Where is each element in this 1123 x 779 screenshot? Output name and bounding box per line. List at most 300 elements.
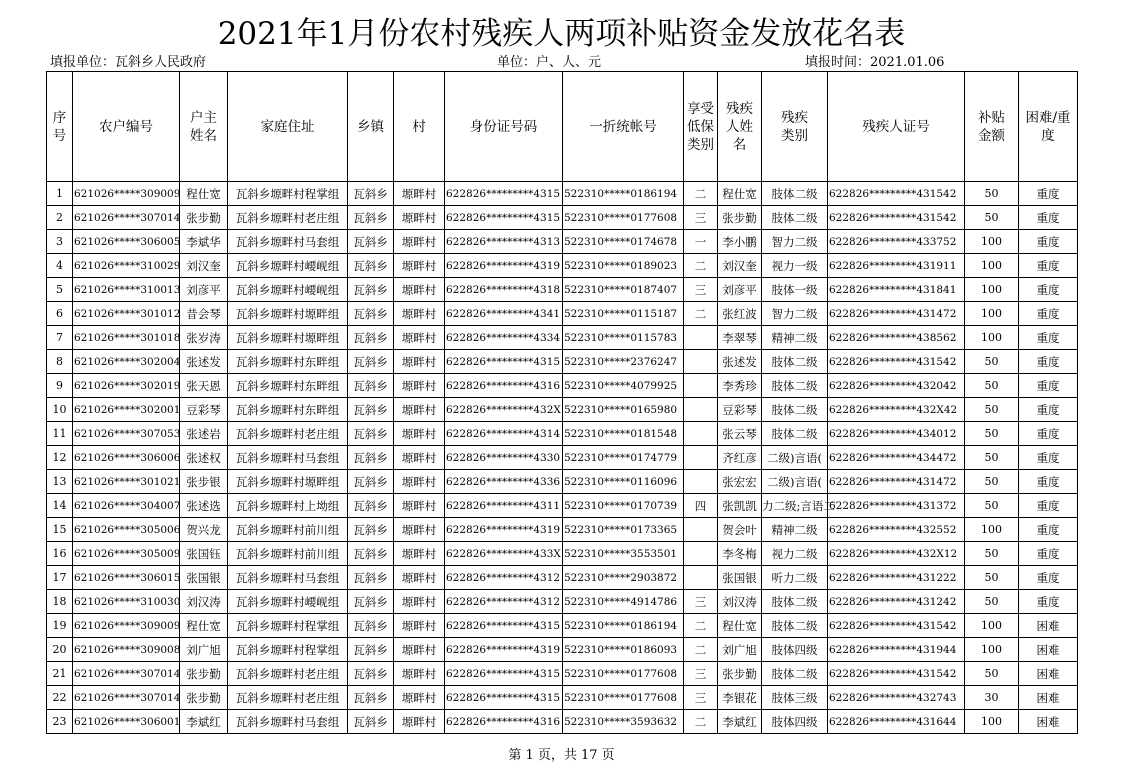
cell-difficulty-severity: 重度	[1019, 422, 1078, 446]
cell-household-id: 621026*****306001	[73, 710, 180, 734]
cell-township: 瓦斜乡	[348, 182, 394, 206]
cell-head-name: 张述发	[180, 350, 228, 374]
cell-id-number: 622826*********4313	[445, 230, 563, 254]
cell-id-number: 622826*********4336	[445, 470, 563, 494]
cell-account-number: 522310*****0174779	[563, 446, 684, 470]
table-row	[47, 350, 1078, 374]
table-row	[47, 326, 1078, 350]
cell-index: 18	[47, 590, 73, 614]
cell-account-number: 522310*****3553501	[563, 542, 684, 566]
cell-dibao-type: 二	[684, 638, 718, 662]
cell-disability-cert: 622826*********432X42	[828, 398, 965, 422]
cell-subsidy-amount: 100	[965, 326, 1019, 350]
cell-household-id: 621026*****301018	[73, 326, 180, 350]
table-row	[47, 494, 1078, 518]
cell-disabled-name: 张凯凯	[718, 494, 762, 518]
cell-subsidy-amount: 50	[965, 590, 1019, 614]
cell-disability-type: 肢体二级	[762, 422, 828, 446]
cell-disability-cert: 622826*********431472	[828, 470, 965, 494]
cell-household-id: 621026*****307014	[73, 686, 180, 710]
cell-subsidy-amount: 50	[965, 566, 1019, 590]
cell-township: 瓦斜乡	[348, 254, 394, 278]
cell-account-number: 522310*****4914786	[563, 590, 684, 614]
table-row	[47, 638, 1078, 662]
cell-difficulty-severity: 重度	[1019, 278, 1078, 302]
cell-difficulty-severity: 重度	[1019, 302, 1078, 326]
cell-head-name: 张步勤	[180, 206, 228, 230]
cell-township: 瓦斜乡	[348, 710, 394, 734]
cell-disabled-name: 张宏宏	[718, 470, 762, 494]
cell-difficulty-severity: 困难	[1019, 710, 1078, 734]
cell-account-number: 522310*****2376247	[563, 350, 684, 374]
cell-disability-cert: 622826*********431841	[828, 278, 965, 302]
cell-address: 瓦斜乡塬畔村崾岘组	[228, 278, 348, 302]
cell-head-name: 张步银	[180, 470, 228, 494]
cell-township: 瓦斜乡	[348, 446, 394, 470]
cell-township: 瓦斜乡	[348, 350, 394, 374]
cell-disability-type: 肢体四级	[762, 638, 828, 662]
table-row	[47, 542, 1078, 566]
cell-difficulty-severity: 重度	[1019, 590, 1078, 614]
cell-id-number: 622826*********4315	[445, 614, 563, 638]
cell-disability-type: 肢体二级	[762, 350, 828, 374]
cell-disability-type: 肢体二级	[762, 398, 828, 422]
cell-subsidy-amount: 50	[965, 494, 1019, 518]
cell-address: 瓦斜乡塬畔村马套组	[228, 446, 348, 470]
cell-dibao-type	[684, 350, 718, 374]
cell-address: 瓦斜乡塬畔村前川组	[228, 518, 348, 542]
cell-township: 瓦斜乡	[348, 590, 394, 614]
cell-village: 塬畔村	[394, 206, 445, 230]
cell-village: 塬畔村	[394, 254, 445, 278]
cell-disability-type: 肢体二级	[762, 206, 828, 230]
cell-subsidy-amount: 50	[965, 470, 1019, 494]
cell-index: 6	[47, 302, 73, 326]
cell-disabled-name: 程仕宽	[718, 614, 762, 638]
cell-household-id: 621026*****309008	[73, 638, 180, 662]
cell-township: 瓦斜乡	[348, 206, 394, 230]
cell-household-id: 621026*****306006	[73, 446, 180, 470]
cell-disability-cert: 622826*********431372	[828, 494, 965, 518]
cell-index: 11	[47, 422, 73, 446]
cell-disability-type: 精神二级	[762, 518, 828, 542]
cell-index: 3	[47, 230, 73, 254]
cell-difficulty-severity: 重度	[1019, 566, 1078, 590]
cell-township: 瓦斜乡	[348, 662, 394, 686]
cell-township: 瓦斜乡	[348, 326, 394, 350]
cell-head-name: 张步勤	[180, 662, 228, 686]
document-title: 2021年1月份农村残疾人两项补贴资金发放花名表	[217, 16, 906, 52]
col-header-address: 家庭住址	[228, 72, 348, 182]
cell-head-name: 张述选	[180, 494, 228, 518]
cell-address: 瓦斜乡塬畔村前川组	[228, 542, 348, 566]
cell-dibao-type: 二	[684, 254, 718, 278]
table-row	[47, 422, 1078, 446]
cell-address: 瓦斜乡塬畔村塬畔组	[228, 326, 348, 350]
cell-dibao-type: 四	[684, 494, 718, 518]
cell-head-name: 李斌华	[180, 230, 228, 254]
cell-village: 塬畔村	[394, 350, 445, 374]
cell-disability-type: 智力二级	[762, 230, 828, 254]
cell-subsidy-amount: 50	[965, 206, 1019, 230]
cell-head-name: 张述岩	[180, 422, 228, 446]
cell-account-number: 522310*****0186194	[563, 182, 684, 206]
table-row	[47, 182, 1078, 206]
cell-subsidy-amount: 100	[965, 302, 1019, 326]
cell-township: 瓦斜乡	[348, 278, 394, 302]
cell-address: 瓦斜乡塬畔村东畔组	[228, 374, 348, 398]
cell-household-id: 621026*****307014	[73, 662, 180, 686]
cell-index: 4	[47, 254, 73, 278]
cell-disability-cert: 622826*********431472	[828, 302, 965, 326]
cell-disability-cert: 622826*********431242	[828, 590, 965, 614]
cell-address: 瓦斜乡塬畔村老庄组	[228, 686, 348, 710]
cell-village: 塬畔村	[394, 374, 445, 398]
cell-township: 瓦斜乡	[348, 302, 394, 326]
cell-dibao-type: 一	[684, 230, 718, 254]
cell-id-number: 622826*********4315	[445, 662, 563, 686]
cell-index: 21	[47, 662, 73, 686]
cell-village: 塬畔村	[394, 686, 445, 710]
cell-household-id: 621026*****310029	[73, 254, 180, 278]
cell-difficulty-severity: 重度	[1019, 326, 1078, 350]
col-header-disabled-name: 残疾人姓名	[718, 72, 762, 182]
cell-disability-type: 视力一级	[762, 254, 828, 278]
cell-disabled-name: 齐红彦	[718, 446, 762, 470]
cell-township: 瓦斜乡	[348, 518, 394, 542]
cell-account-number: 522310*****0186194	[563, 614, 684, 638]
cell-village: 塬畔村	[394, 470, 445, 494]
cell-account-number: 522310*****0115783	[563, 326, 684, 350]
cell-township: 瓦斜乡	[348, 374, 394, 398]
table-row	[47, 446, 1078, 470]
cell-account-number: 522310*****0177608	[563, 206, 684, 230]
cell-dibao-type	[684, 542, 718, 566]
cell-index: 1	[47, 182, 73, 206]
cell-disability-type: 肢体二级	[762, 614, 828, 638]
table-header-row	[47, 72, 1078, 182]
cell-subsidy-amount: 100	[965, 614, 1019, 638]
cell-dibao-type: 三	[684, 278, 718, 302]
cell-difficulty-severity: 重度	[1019, 206, 1078, 230]
cell-id-number: 622826*********4319	[445, 518, 563, 542]
cell-township: 瓦斜乡	[348, 230, 394, 254]
cell-household-id: 621026*****306005	[73, 230, 180, 254]
cell-dibao-type: 二	[684, 302, 718, 326]
cell-address: 瓦斜乡塬畔村马套组	[228, 710, 348, 734]
cell-difficulty-severity: 重度	[1019, 374, 1078, 398]
cell-disability-cert: 622826*********431944	[828, 638, 965, 662]
cell-dibao-type: 三	[684, 686, 718, 710]
cell-id-number: 622826*********4319	[445, 638, 563, 662]
cell-township: 瓦斜乡	[348, 494, 394, 518]
cell-index: 15	[47, 518, 73, 542]
cell-subsidy-amount: 100	[965, 638, 1019, 662]
cell-disability-cert: 622826*********431542	[828, 662, 965, 686]
cell-address: 瓦斜乡塬畔村上坳组	[228, 494, 348, 518]
cell-disabled-name: 张步勤	[718, 206, 762, 230]
cell-account-number: 522310*****0173365	[563, 518, 684, 542]
cell-subsidy-amount: 100	[965, 278, 1019, 302]
cell-disabled-name: 刘汉涛	[718, 590, 762, 614]
cell-address: 瓦斜乡塬畔村程掌组	[228, 638, 348, 662]
cell-household-id: 621026*****302004	[73, 350, 180, 374]
cell-subsidy-amount: 50	[965, 446, 1019, 470]
cell-address: 瓦斜乡塬畔村老庄组	[228, 422, 348, 446]
cell-index: 12	[47, 446, 73, 470]
cell-id-number: 622826*********4316	[445, 374, 563, 398]
cell-disabled-name: 张红波	[718, 302, 762, 326]
table-row	[47, 206, 1078, 230]
cell-village: 塬畔村	[394, 710, 445, 734]
cell-address: 瓦斜乡塬畔村崾岘组	[228, 590, 348, 614]
cell-disability-cert: 622826*********434472	[828, 446, 965, 470]
cell-disabled-name: 李小鹏	[718, 230, 762, 254]
cell-disability-cert: 622826*********431542	[828, 206, 965, 230]
table-row	[47, 614, 1078, 638]
cell-subsidy-amount: 100	[965, 518, 1019, 542]
table-row	[47, 710, 1078, 734]
cell-dibao-type	[684, 398, 718, 422]
cell-id-number: 622826*********432X	[445, 398, 563, 422]
col-header-village: 村	[394, 72, 445, 182]
cell-household-id: 621026*****305009	[73, 542, 180, 566]
cell-id-number: 622826*********4334	[445, 326, 563, 350]
cell-subsidy-amount: 50	[965, 350, 1019, 374]
cell-disabled-name: 李斌红	[718, 710, 762, 734]
cell-subsidy-amount: 100	[965, 230, 1019, 254]
report-date: 填报时间：2021.01.06	[805, 55, 945, 70]
cell-id-number: 622826*********4341	[445, 302, 563, 326]
cell-disabled-name: 张述发	[718, 350, 762, 374]
col-header-index: 序号	[47, 72, 73, 182]
cell-account-number: 522310*****0174678	[563, 230, 684, 254]
cell-head-name: 刘广旭	[180, 638, 228, 662]
cell-difficulty-severity: 重度	[1019, 446, 1078, 470]
cell-head-name: 张步勤	[180, 686, 228, 710]
cell-household-id: 621026*****310013	[73, 278, 180, 302]
cell-difficulty-severity: 重度	[1019, 350, 1078, 374]
cell-household-id: 621026*****302001	[73, 398, 180, 422]
cell-village: 塬畔村	[394, 278, 445, 302]
cell-head-name: 昔会琴	[180, 302, 228, 326]
cell-disability-type: 肢体二级	[762, 374, 828, 398]
cell-index: 5	[47, 278, 73, 302]
cell-household-id: 621026*****301021	[73, 470, 180, 494]
cell-household-id: 621026*****305006	[73, 518, 180, 542]
cell-disability-cert: 622826*********431911	[828, 254, 965, 278]
cell-disability-cert: 622826*********432042	[828, 374, 965, 398]
cell-address: 瓦斜乡塬畔村东畔组	[228, 350, 348, 374]
table-row	[47, 686, 1078, 710]
cell-id-number: 622826*********4311	[445, 494, 563, 518]
cell-dibao-type	[684, 470, 718, 494]
cell-disability-type: 力二级;言语二	[762, 494, 828, 518]
cell-disability-cert: 622826*********431222	[828, 566, 965, 590]
cell-address: 瓦斜乡塬畔村老庄组	[228, 662, 348, 686]
cell-disabled-name: 李秀珍	[718, 374, 762, 398]
cell-account-number: 522310*****3593632	[563, 710, 684, 734]
cell-account-number: 522310*****0170739	[563, 494, 684, 518]
cell-account-number: 522310*****2903872	[563, 566, 684, 590]
cell-index: 9	[47, 374, 73, 398]
cell-household-id: 621026*****309009	[73, 614, 180, 638]
cell-village: 塬畔村	[394, 590, 445, 614]
cell-head-name: 程仕宽	[180, 182, 228, 206]
cell-difficulty-severity: 重度	[1019, 470, 1078, 494]
cell-address: 瓦斜乡塬畔村崾岘组	[228, 254, 348, 278]
cell-address: 瓦斜乡塬畔村塬畔组	[228, 302, 348, 326]
col-header-disability-type: 残疾类别	[762, 72, 828, 182]
cell-head-name: 贺兴龙	[180, 518, 228, 542]
table-row	[47, 278, 1078, 302]
cell-disability-cert: 622826*********431542	[828, 614, 965, 638]
cell-dibao-type: 二	[684, 182, 718, 206]
cell-id-number: 622826*********4312	[445, 590, 563, 614]
cell-address: 瓦斜乡塬畔村塬畔组	[228, 470, 348, 494]
cell-disability-type: 智力二级	[762, 302, 828, 326]
cell-account-number: 522310*****0177608	[563, 662, 684, 686]
col-header-disability-cert: 残疾人证号	[828, 72, 965, 182]
cell-disability-type: 肢体二级	[762, 590, 828, 614]
cell-household-id: 621026*****309009	[73, 182, 180, 206]
cell-disabled-name: 张步勤	[718, 662, 762, 686]
cell-index: 20	[47, 638, 73, 662]
table-body	[47, 182, 1078, 734]
cell-head-name: 张述权	[180, 446, 228, 470]
col-header-subsidy-amount: 补贴金额	[965, 72, 1019, 182]
cell-account-number: 522310*****0115187	[563, 302, 684, 326]
cell-village: 塬畔村	[394, 446, 445, 470]
cell-difficulty-severity: 重度	[1019, 494, 1078, 518]
cell-disability-cert: 622826*********432X12	[828, 542, 965, 566]
cell-index: 23	[47, 710, 73, 734]
cell-disability-cert: 622826*********431542	[828, 182, 965, 206]
cell-disabled-name: 刘彦平	[718, 278, 762, 302]
cell-account-number: 522310*****0189023	[563, 254, 684, 278]
cell-village: 塬畔村	[394, 614, 445, 638]
cell-village: 塬畔村	[394, 326, 445, 350]
cell-disabled-name: 李冬梅	[718, 542, 762, 566]
cell-dibao-type	[684, 326, 718, 350]
cell-account-number: 522310*****0177608	[563, 686, 684, 710]
cell-subsidy-amount: 50	[965, 398, 1019, 422]
col-header-township: 乡镇	[348, 72, 394, 182]
measure-units: 单位：户、人、元	[497, 55, 602, 70]
cell-village: 塬畔村	[394, 542, 445, 566]
cell-difficulty-severity: 重度	[1019, 398, 1078, 422]
cell-difficulty-severity: 困难	[1019, 638, 1078, 662]
table-row	[47, 518, 1078, 542]
cell-account-number: 522310*****4079925	[563, 374, 684, 398]
cell-index: 16	[47, 542, 73, 566]
cell-index: 8	[47, 350, 73, 374]
cell-disabled-name: 豆彩琴	[718, 398, 762, 422]
table-row	[47, 230, 1078, 254]
cell-dibao-type	[684, 566, 718, 590]
cell-village: 塬畔村	[394, 662, 445, 686]
cell-disabled-name: 刘广旭	[718, 638, 762, 662]
cell-township: 瓦斜乡	[348, 638, 394, 662]
cell-dibao-type: 二	[684, 710, 718, 734]
cell-difficulty-severity: 困难	[1019, 614, 1078, 638]
cell-disabled-name: 刘汉奎	[718, 254, 762, 278]
cell-village: 塬畔村	[394, 566, 445, 590]
cell-disability-type: 肢体二级	[762, 182, 828, 206]
cell-dibao-type: 三	[684, 206, 718, 230]
cell-township: 瓦斜乡	[348, 686, 394, 710]
cell-disability-type: 精神二级	[762, 326, 828, 350]
cell-disability-cert: 622826*********433752	[828, 230, 965, 254]
cell-dibao-type	[684, 446, 718, 470]
cell-disability-type: 肢体二级	[762, 662, 828, 686]
cell-disability-type: 二级)言语(	[762, 446, 828, 470]
cell-village: 塬畔村	[394, 398, 445, 422]
cell-address: 瓦斜乡塬畔村程掌组	[228, 614, 348, 638]
cell-township: 瓦斜乡	[348, 470, 394, 494]
cell-head-name: 李斌红	[180, 710, 228, 734]
cell-index: 10	[47, 398, 73, 422]
cell-disability-cert: 622826*********434012	[828, 422, 965, 446]
cell-id-number: 622826*********4314	[445, 422, 563, 446]
cell-village: 塬畔村	[394, 302, 445, 326]
cell-head-name: 豆彩琴	[180, 398, 228, 422]
cell-index: 7	[47, 326, 73, 350]
cell-id-number: 622826*********4330	[445, 446, 563, 470]
cell-head-name: 张国银	[180, 566, 228, 590]
table-row	[47, 398, 1078, 422]
cell-village: 塬畔村	[394, 230, 445, 254]
cell-disability-type: 二级)言语(	[762, 470, 828, 494]
col-header-difficulty-severity: 困难/重度	[1019, 72, 1078, 182]
cell-dibao-type: 三	[684, 590, 718, 614]
cell-village: 塬畔村	[394, 518, 445, 542]
cell-dibao-type	[684, 374, 718, 398]
cell-household-id: 621026*****306015	[73, 566, 180, 590]
cell-household-id: 621026*****307014	[73, 206, 180, 230]
cell-head-name: 刘汉奎	[180, 254, 228, 278]
cell-account-number: 522310*****0181548	[563, 422, 684, 446]
cell-subsidy-amount: 50	[965, 374, 1019, 398]
cell-subsidy-amount: 50	[965, 422, 1019, 446]
cell-disabled-name: 张云琴	[718, 422, 762, 446]
cell-village: 塬畔村	[394, 638, 445, 662]
cell-township: 瓦斜乡	[348, 398, 394, 422]
cell-id-number: 622826*********4319	[445, 254, 563, 278]
cell-index: 14	[47, 494, 73, 518]
cell-dibao-type	[684, 518, 718, 542]
cell-account-number: 522310*****0165980	[563, 398, 684, 422]
cell-disability-cert: 622826*********432552	[828, 518, 965, 542]
cell-head-name: 刘彦平	[180, 278, 228, 302]
cell-subsidy-amount: 50	[965, 182, 1019, 206]
cell-disabled-name: 李银花	[718, 686, 762, 710]
table-row	[47, 590, 1078, 614]
cell-township: 瓦斜乡	[348, 566, 394, 590]
table-row	[47, 566, 1078, 590]
cell-account-number: 522310*****0116096	[563, 470, 684, 494]
cell-id-number: 622826*********4315	[445, 206, 563, 230]
cell-head-name: 张天恩	[180, 374, 228, 398]
cell-subsidy-amount: 50	[965, 542, 1019, 566]
cell-index: 17	[47, 566, 73, 590]
cell-dibao-type	[684, 422, 718, 446]
cell-household-id: 621026*****310030	[73, 590, 180, 614]
cell-subsidy-amount: 50	[965, 662, 1019, 686]
col-header-account-number: 一折统帐号	[563, 72, 684, 182]
cell-disability-type: 肢体三级	[762, 686, 828, 710]
cell-id-number: 622826*********4315	[445, 350, 563, 374]
